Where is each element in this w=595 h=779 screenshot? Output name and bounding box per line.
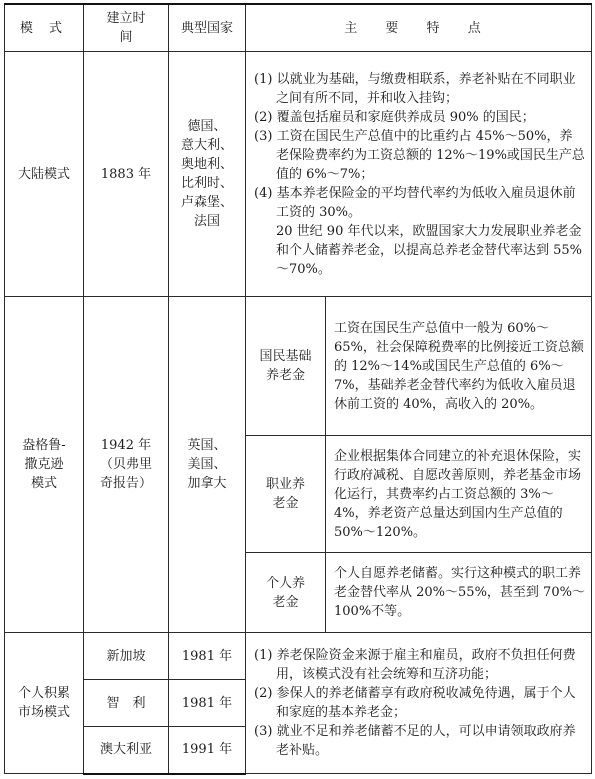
header-features: 主 要 特 点 — [246, 4, 592, 52]
country-item: 法国 — [193, 214, 220, 229]
country-singapore: 新加坡 — [84, 633, 169, 680]
time-anglosaxon: 1942 年（贝弗里奇报告） — [84, 297, 169, 633]
feature-item: (2) 参保人的养老储蓄享有政府税收减免待遇，属于个人和家庭的基本养老金； — [254, 686, 576, 720]
country-item: 英国、 — [187, 438, 227, 453]
country-item: 比利时、 — [180, 176, 233, 191]
time-continental: 1883 年 — [84, 52, 169, 297]
time-australia: 1991 年 — [169, 727, 246, 774]
country-australia: 澳大利亚 — [84, 727, 169, 774]
row-continental — [5, 52, 592, 297]
mode-anglosaxon: 盎格鲁-撒克逊模式 — [5, 297, 84, 633]
header-mode: 模 式 — [5, 4, 84, 52]
countries-continental — [169, 52, 246, 297]
header-time: 建立时间 — [84, 4, 169, 52]
feature-item: (3) 就业不足和养老储蓄不足的人，可以申请领取政府养老补贴。 — [254, 724, 576, 758]
country-item: 卢森堡、 — [180, 195, 233, 210]
row-individual-1 — [5, 633, 592, 680]
time-singapore: 1981 年 — [169, 633, 246, 680]
country-item: 奥地利、 — [180, 157, 233, 172]
header-row — [5, 4, 592, 52]
subtext-personal: 个人自愿养老储蓄。实行这种模式的职工养老金替代率从 20%～55%，甚至到 70%～100%不等。 — [326, 553, 592, 633]
mode-individual: 个人积累市场模式 — [5, 633, 84, 774]
time-chile: 1981 年 — [169, 680, 246, 727]
mode-continental: 大陆模式 — [5, 52, 84, 297]
pension-models-table — [4, 3, 592, 775]
header-countries: 典型国家 — [169, 4, 246, 52]
country-item: 美国、 — [187, 457, 227, 472]
sublabel-national-basic: 国民基础养老金 — [246, 297, 326, 436]
feature-item: (1) 养老保险资金来源于雇主和雇员，政府不负担任何费用，该模式没有社会统筹和互济功能； — [254, 648, 576, 682]
sublabel-occupational: 职业养老金 — [246, 436, 326, 553]
country-chile: 智 利 — [84, 680, 169, 727]
country-item: 加拿大 — [187, 476, 227, 491]
country-item: 意大利、 — [180, 138, 233, 153]
subtext-national-basic: 工资在国民生产总值中一般为 60%～65%，社会保障税费率的比例接近工资总额的 12%～14%或国民生产总值的 6%～7%，基础养老金替代率约为低收入雇员退休前工资的 40%，高收入的 20%。 — [326, 297, 592, 436]
country-item: 德国、 — [187, 119, 227, 134]
countries-anglosaxon — [169, 297, 246, 633]
feature-item: (2) 覆盖包括雇员和家庭供养成员 90% 的国民； — [254, 109, 535, 125]
feature-note: 20 世纪 90 年代以来，欧盟国家大力发展职业养老金和个人储蓄养老金，以提高总养老金替代率达到 55%～70%。 — [276, 223, 583, 277]
feature-item: (4) 基本养老保险金的平均替代率约为低收入雇员退休前工资的 30%。 — [254, 185, 576, 220]
subtext-occupational: 企业根据集体合同建立的补充退休保险，实行政府减税、自愿改善原则，养老基金市场化运行，其费率约占工资总额的 3%～4%，养老资产总量达到国内生产总值的 50%～120%。 — [326, 436, 592, 553]
feature-item: (1) 以就业为基础，与缴费相联系，养老补贴在不同职业之间有所不同，并和收入挂钩； — [254, 71, 576, 106]
sublabel-personal: 个人养老金 — [246, 553, 326, 633]
feature-item: (3) 工资在国民生产总值中的比重约占 45%～50%，养老保险费率约为工资总额的 12%～19%或国民生产总值的 6%～7%； — [254, 128, 585, 182]
row-anglosaxon-1 — [5, 297, 592, 436]
features-individual — [246, 633, 592, 774]
features-continental — [246, 52, 592, 297]
